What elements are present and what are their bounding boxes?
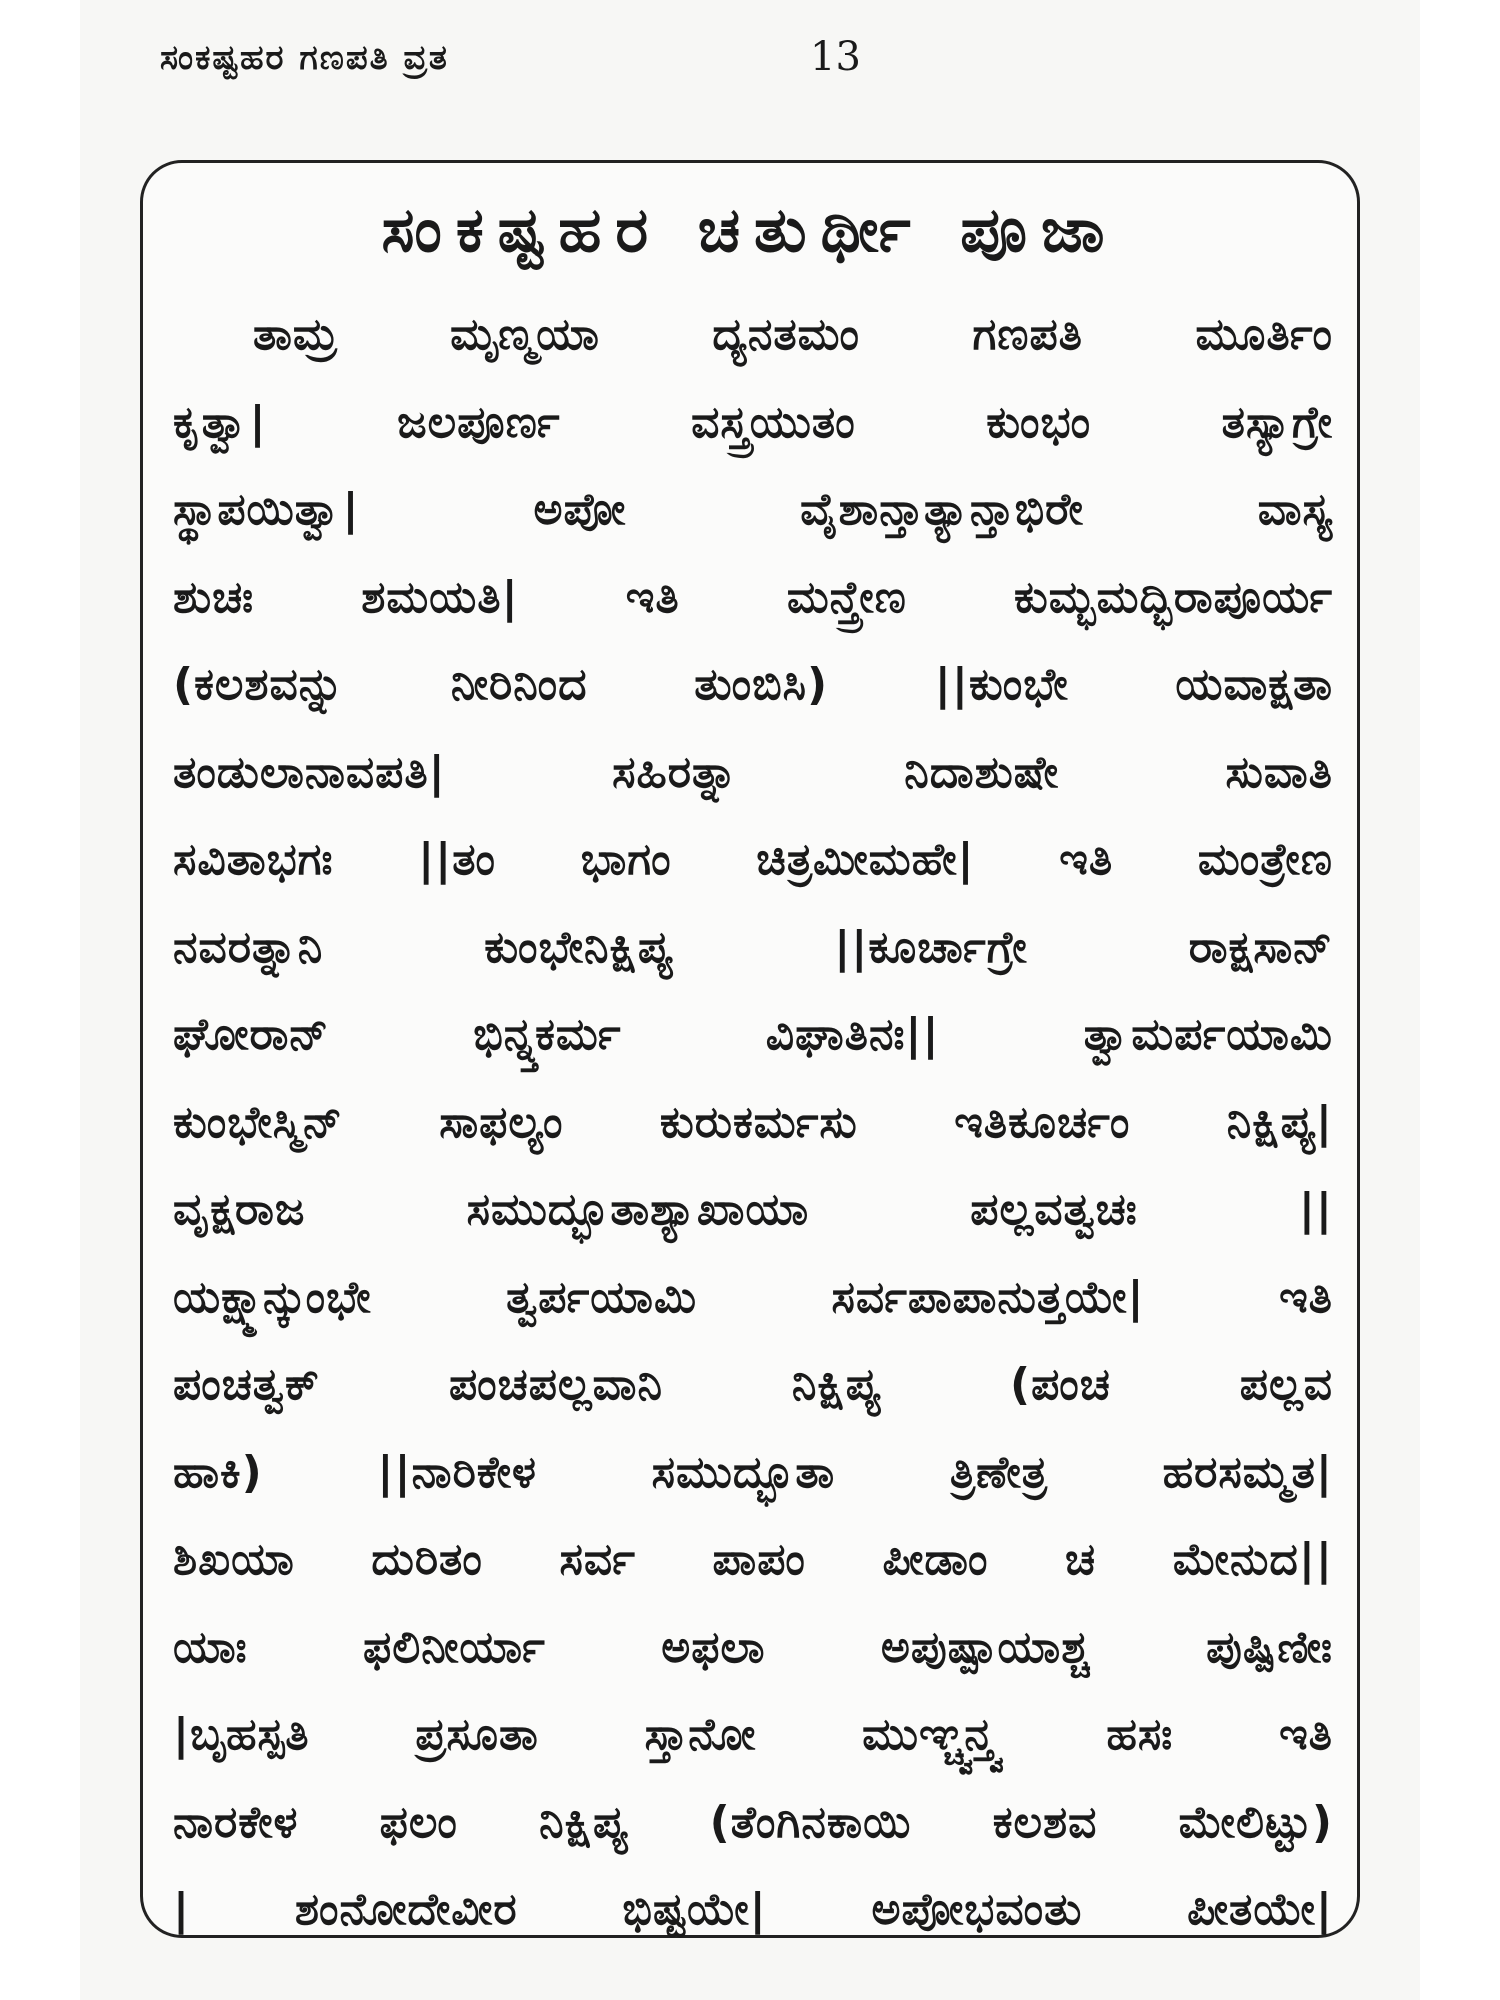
text-frame [140,160,1360,1938]
text-line: ಸವಿತಾಭಗಃ ||ತಂ ಭಾಗಂ ಚಿತ್ರಮೀಮಹೇ| ಇತಿ ಮಂತ್ರೇಣ [173,834,1333,885]
body-text [173,291,1333,1954]
text-line: ಘೋರಾನ್ ಭಿನ್ನ್ತಕರ್ಮ ವಿಘಾತಿನಃ|| ತ್ವಾಮರ್ಪಯಾಮಿ [173,1009,1333,1060]
text-line: ಶಿಖಯಾ ದುರಿತಂ ಸರ್ವ ಪಾಪಂ ಪೀಡಾಂ ಚ ಮೇನುದ|| [173,1534,1333,1585]
text-line: ಕೃತ್ವಾ| ಜಲಪೂರ್ಣ ವಸ್ತ್ರಯುತಂ ಕುಂಭಂ ತಸ್ಯಾಗ್ರೇ [173,396,1333,448]
text-line: ತಂಡುಲಾನಾವಪತಿ| ಸಹಿರತ್ನಾ ನಿದಾಶುಷೇ ಸುವಾತಿ [173,746,1333,798]
page-number: 13 [810,34,861,80]
text-line: ವೃಕ್ಷರಾಜ ಸಮುದ್ಭೂತಾಶ್ಯಾಖಾಯಾ ಪಲ್ಲವತ್ವಚಃ || [173,1184,1333,1235]
text-line: ಯಾಃ ಫಲಿನೀರ್ಯಾ ಅಫಲಾ ಅಪುಷ್ಪಾಯಾಶ್ಚ ಪುಷ್ಪಿಣೀಃ [173,1621,1333,1673]
text-line: (ಕಲಶವನ್ನು ನೀರಿನಿಂದ ತುಂಬಿಸಿ) ||ಕುಂಭೇ ಯವಾಕ್ಷತಾ [173,659,1333,710]
text-line: ನಾರಕೇಳ ಫಲಂ ನಿಕ್ಷಿಪ್ಯ (ತೆಂಗಿನಕಾಯಿ ಕಲಶವ ಮೇಲಿಟ್ಟು) [173,1796,1333,1848]
text-line: ಕುಂಭೇಸ್ಮಿನ್ ಸಾಫಲ್ಯಂ ಕುರುಕರ್ಮಸು ಇತಿಕೂರ್ಚಂ ನಿಕ್ಷಿಪ್ಯ| [173,1096,1333,1148]
text-line: | ಶಂನೋದೇವೀರ ಭಿಷ್ಟಯೇ| ಅಪೋಭವಂತು ಪೀತಯೇ| [173,1884,1333,1935]
section-title: ಸಂಕಷ್ಟಹರ ಚತುರ್ಥೀ ಪೂಜಾ [381,193,1119,266]
text-line: ತಾಮ್ರ ಮೃಣ್ಮಯಾ ದ್ಯನತಮಂ ಗಣಪತಿ ಮೂರ್ತಿಂ [253,309,1333,360]
text-line: ನವರತ್ನಾನಿ ಕುಂಭೇನಿಕ್ಷಿಪ್ಯ ||ಕೂರ್ಚಾಗ್ರೇ ರಾಕ್ಷಸಾನ್ [173,921,1333,973]
text-line: ಶುಚಃ ಶಮಯತಿ| ಇತಿ ಮನ್ತ್ರೇಣ ಕುಮ್ಭಮದ್ಭಿರಾಪೂರ್ಯ [173,571,1333,623]
text-line: ಹಾಕಿ) ||ನಾರಿಕೇಳ ಸಮುದ್ಭೂತಾ ತ್ರಿಣೇತ್ರ ಹರಸಮ್ಮತ| [173,1446,1333,1498]
text-line: |ಬೃಹಸ್ಪತಿ ಪ್ರಸೂತಾ ಸ್ತಾನೋ ಮುಞ್ಚ್ವನ್ತ್ವ ಹಸಃ ಇತಿ [173,1709,1333,1760]
text-line: ಸ್ಥಾಪಯಿತ್ವಾ| ಅಪೋ ವೈಶಾನ್ತಾತ್ಯಾನ್ತಾಭಿರೇ ವಾಸ್ಯ [173,484,1333,535]
text-line: ಯಕ್ಷ್ಮಾನ್ಕುಂಭೇ ತ್ವರ್ಪಯಾಮಿ ಸರ್ವಪಾಪಾನುತ್ತಯೇ| ಇತಿ [173,1271,1333,1323]
text-line: ಪಂಚತ್ವಕ್ ಪಂಚಪಲ್ಲವಾನಿ ನಿಕ್ಷಿಪ್ಯ (ಪಂಚ ಪಲ್ಲವ [173,1359,1333,1410]
running-title: ಸಂಕಷ್ಟಹರ ಗಣಪತಿ ವ್ರತ [160,38,449,78]
